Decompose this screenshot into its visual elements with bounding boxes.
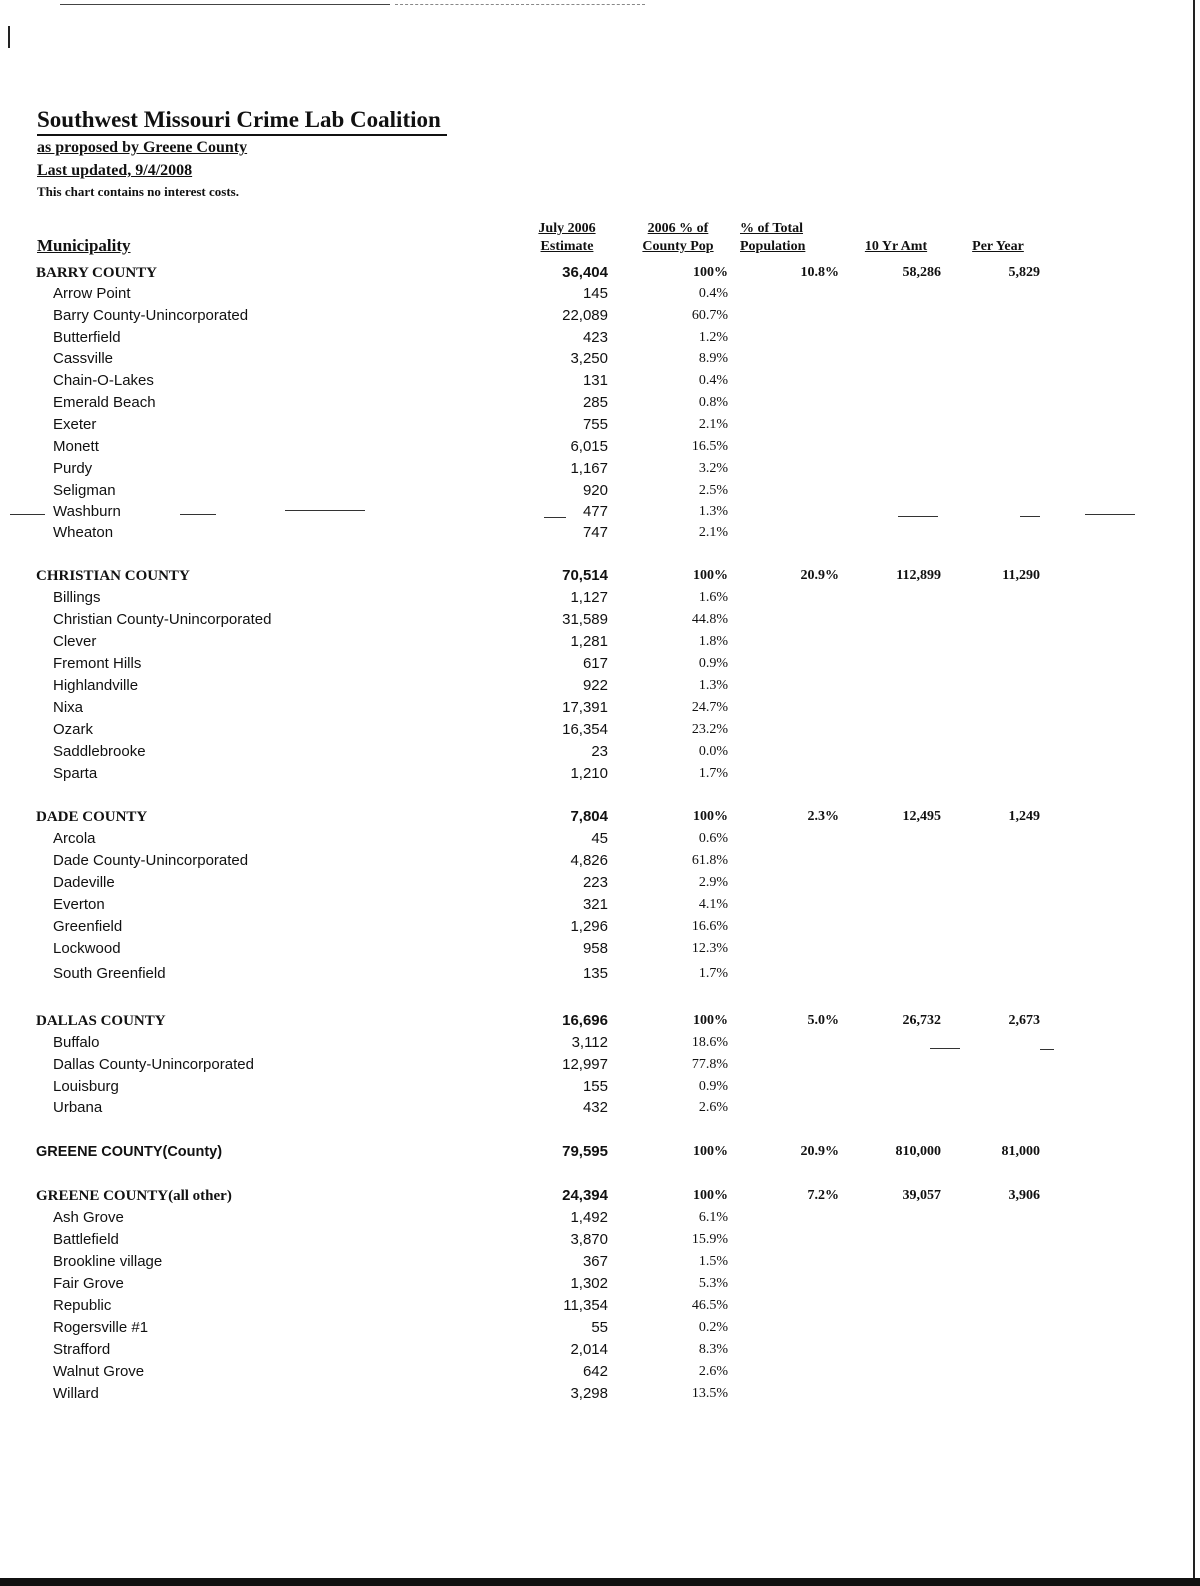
ten-year-amount-value: 12,495 [902,809,941,824]
county-pct-value: 2.1% [698,417,728,432]
estimate-value: 3,870 [570,1231,608,1248]
estimate-value: 155 [582,1078,608,1095]
county-pct-value: 100% [693,809,728,824]
municipality-name: CHRISTIAN COUNTY [36,568,190,584]
county-pct-value: 44.8% [691,612,728,627]
county-pct-value: 1.5% [698,1254,728,1269]
scan-artifact-line [60,4,390,5]
estimate-value: 16,354 [562,721,608,738]
municipality-name: Greenfield [53,918,123,935]
estimate-value: 223 [582,874,608,891]
table-row [0,631,1200,653]
per-year-value: 1,249 [1008,809,1040,824]
table-row [0,480,1200,502]
table-row [0,370,1200,392]
table-row [0,1097,1200,1119]
county-pct-value: 0.2% [698,1320,728,1335]
county-total-row [0,1185,1200,1207]
county-pct-value: 77.8% [691,1057,728,1072]
table-row [0,850,1200,872]
estimate-value: 3,112 [571,1034,608,1051]
county-pct-value: 100% [693,1013,728,1028]
estimate-value: 23 [591,743,608,760]
table-row [0,609,1200,631]
table-row [0,1251,1200,1273]
ten-year-amount-value: 810,000 [895,1144,941,1159]
county-pct-value: 1.3% [698,504,728,519]
county-pct-value: 0.0% [698,744,728,759]
municipality-name: GREENE COUNTY(County) [36,1144,223,1160]
estimate-value: 145 [582,285,608,302]
scan-artifact-line [1020,516,1040,517]
total-pct-value: 10.8% [800,265,839,280]
municipality-name: Arrow Point [53,285,131,302]
estimate-value: 7,804 [570,808,608,825]
per-year-value: 11,290 [1002,568,1040,583]
county-pct-column-header [625,220,731,256]
municipality-name: Chain-O-Lakes [53,372,154,389]
municipality-name: Wheaton [53,524,114,541]
county-pct-value: 12.3% [691,941,728,956]
estimate-header-line1: July 2006 [538,221,596,236]
county-pct-value: 2.6% [698,1100,728,1115]
scan-artifact-mark [8,26,10,48]
estimate-value: 642 [582,1363,608,1380]
ten-year-amount-value: 58,286 [902,265,941,280]
county-pct-value: 1.2% [698,330,728,345]
county-pct-value: 2.6% [698,1364,728,1379]
county-pct-value: 16.5% [691,439,728,454]
estimate-value: 31,589 [562,611,608,628]
total-pct-value: 2.3% [807,809,839,824]
estimate-value: 477 [582,503,608,520]
municipality-name: Saddlebrooke [53,743,146,760]
estimate-value: 22,089 [562,307,608,324]
county-pct-value: 15.9% [691,1232,728,1247]
estimate-column-header [520,220,614,256]
municipality-name: Christian County-Unincorporated [53,611,272,628]
municipality-name: Arcola [53,830,96,847]
estimate-header-line2: Estimate [540,239,594,254]
municipality-name: Battlefield [53,1231,119,1248]
table-row [0,348,1200,370]
per-year-column-header: Per Year [972,239,1024,254]
table-row [0,916,1200,938]
estimate-value: 131 [582,372,608,389]
scan-artifact-line [395,4,645,5]
per-year-value: 81,000 [1001,1144,1040,1159]
chart-note: This chart contains no interest costs. [37,184,239,199]
municipality-name: Everton [53,896,105,913]
municipality-name: Dade County-Unincorporated [53,852,249,869]
scan-artifact-line [1040,1049,1054,1050]
table-row [0,872,1200,894]
table-row [0,1207,1200,1229]
county-pct-value: 3.2% [698,461,728,476]
table-row [0,392,1200,414]
county-pct-value: 100% [693,568,728,583]
municipality-name: Emerald Beach [53,394,156,411]
county-pct-value: 0.9% [698,656,728,671]
total-pct-value: 7.2% [807,1188,839,1203]
county-pct-value: 4.1% [698,897,728,912]
municipality-name: Washburn [53,503,121,520]
scan-artifact-line [285,510,365,511]
county-pct-value: 61.8% [691,853,728,868]
county-pct-value: 100% [693,265,728,280]
county-pct-value: 24.7% [691,700,728,715]
table-row [0,894,1200,916]
estimate-value: 24,394 [562,1187,608,1204]
table-row [0,1361,1200,1383]
estimate-value: 1,167 [570,460,608,477]
scan-artifact-line [180,514,216,515]
table-row [0,305,1200,327]
estimate-value: 70,514 [562,567,608,584]
estimate-value: 1,281 [570,633,608,650]
estimate-value: 747 [582,524,608,541]
municipality-name: Monett [53,438,99,455]
estimate-value: 432 [582,1099,608,1116]
estimate-value: 1,296 [570,918,608,935]
scan-artifact-line [930,1048,960,1049]
estimate-value: 17,391 [562,699,608,716]
municipality-name: Strafford [53,1341,111,1358]
county-pct-value: 100% [693,1144,728,1159]
municipality-name: Butterfield [53,329,121,346]
total-pct-value: 20.9% [800,1144,839,1159]
estimate-value: 1,302 [570,1275,608,1292]
county-pct-header-line2: County Pop [642,239,714,254]
table-row [0,697,1200,719]
municipality-name: Seligman [53,482,116,499]
table-row [0,1339,1200,1361]
municipality-name: Nixa [53,699,84,716]
total-pct-column-header [740,220,836,256]
estimate-value: 1,210 [570,765,608,782]
document-header [37,106,447,202]
municipality-name: South Greenfield [53,965,166,982]
county-pct-value: 1.7% [698,966,728,981]
municipality-name: Dallas County-Unincorporated [53,1056,254,1073]
county-pct-value: 1.7% [698,766,728,781]
scan-artifact-line [544,517,566,518]
table-row [0,414,1200,436]
table-row [0,1032,1200,1054]
table-row [0,938,1200,960]
county-pct-value: 0.4% [698,373,728,388]
table-row [0,1273,1200,1295]
estimate-value: 16,696 [562,1012,608,1029]
table-row [0,283,1200,305]
table-row [0,1054,1200,1076]
ten-year-amount-value: 112,899 [896,568,941,583]
ten-year-amount-column-header: 10 Yr Amt [864,239,928,254]
county-pct-value: 1.3% [698,678,728,693]
municipality-name: Fremont Hills [53,655,142,672]
table-row [0,1383,1200,1405]
county-pct-value: 100% [693,1188,728,1203]
municipality-name: Sparta [53,765,98,782]
county-total-row [0,262,1200,284]
county-pct-value: 0.6% [698,831,728,846]
municipality-name: Billings [53,589,101,606]
scan-artifact-line [10,514,45,515]
county-total-row [0,1010,1200,1032]
table-row [0,963,1200,985]
estimate-value: 367 [582,1253,608,1270]
county-pct-value: 8.3% [698,1342,728,1357]
municipality-name: Willard [53,1385,99,1402]
total-pct-header-line1: % of Total [740,221,804,236]
county-pct-value: 16.6% [691,919,728,934]
table-row [0,501,1200,523]
scan-artifact-line [898,516,938,517]
municipality-name: Fair Grove [53,1275,124,1292]
table-row [0,675,1200,697]
table-row [0,587,1200,609]
municipality-name: Dadeville [53,874,115,891]
municipality-name: Clever [53,633,97,650]
table-row [0,763,1200,785]
municipality-name: Republic [53,1297,112,1314]
estimate-value: 6,015 [570,438,608,455]
county-pct-value: 2.1% [698,525,728,540]
estimate-value: 958 [582,940,608,957]
county-pct-value: 0.4% [698,286,728,301]
document-title: Southwest Missouri Crime Lab Coalition [37,106,447,136]
county-pct-value: 0.8% [698,395,728,410]
per-year-value: 5,829 [1008,265,1040,280]
per-year-value: 3,906 [1008,1188,1040,1203]
total-pct-value: 5.0% [807,1013,839,1028]
county-pct-value: 1.6% [698,590,728,605]
ten-year-amount-value: 39,057 [902,1188,941,1203]
estimate-value: 1,127 [570,589,608,606]
municipality-name: Walnut Grove [53,1363,145,1380]
municipality-name: Ash Grove [53,1209,124,1226]
page-bottom-edge [0,1578,1200,1586]
ten-year-amount-value: 26,732 [902,1013,941,1028]
table-row [0,458,1200,480]
table-row [0,741,1200,763]
county-pct-value: 13.5% [691,1386,728,1401]
county-pct-value: 0.9% [698,1079,728,1094]
municipality-name: Cassville [53,350,114,367]
estimate-value: 617 [582,655,608,672]
county-pct-value: 6.1% [698,1210,728,1225]
total-pct-value: 20.9% [800,568,839,583]
municipality-name: DALLAS COUNTY [36,1013,166,1029]
table-row [0,828,1200,850]
estimate-value: 321 [582,896,608,913]
county-pct-value: 5.3% [698,1276,728,1291]
county-pct-value: 2.9% [698,875,728,890]
table-row [0,1229,1200,1251]
municipality-name: BARRY COUNTY [36,265,158,281]
estimate-value: 4,826 [570,852,608,869]
municipality-name: Purdy [53,460,93,477]
municipality-name: Barry County-Unincorporated [53,307,249,324]
table-row [0,719,1200,741]
municipality-name: DADE COUNTY [36,809,148,825]
municipality-name: GREENE COUNTY(all other) [36,1188,232,1204]
estimate-value: 45 [591,830,608,847]
municipality-name: Ozark [53,721,94,738]
county-pct-value: 60.7% [691,308,728,323]
county-pct-value: 2.5% [698,483,728,498]
last-updated: Last updated, 9/4/2008 [37,162,193,179]
municipality-column-header: Municipality [37,236,131,255]
document-subtitle: as proposed by Greene County [37,139,248,156]
table-row [0,327,1200,349]
municipality-name: Brookline village [53,1253,163,1270]
municipality-name: Louisburg [53,1078,119,1095]
table-row [0,522,1200,544]
table-row [0,1295,1200,1317]
estimate-value: 1,492 [570,1209,608,1226]
estimate-value: 423 [582,329,608,346]
table-row [0,1317,1200,1339]
total-pct-header-line2: Population [740,239,806,254]
county-pct-value: 18.6% [691,1035,728,1050]
county-pct-value: 8.9% [698,351,728,366]
estimate-value: 36,404 [562,264,608,281]
scan-artifact-line [1085,514,1135,515]
estimate-value: 2,014 [570,1341,608,1358]
municipality-name: Rogersville #1 [53,1319,149,1336]
estimate-value: 3,250 [570,350,608,367]
county-pct-value: 23.2% [691,722,728,737]
table-row [0,1076,1200,1098]
per-year-value: 2,673 [1008,1013,1040,1028]
estimate-value: 11,354 [563,1297,608,1314]
table-row [0,436,1200,458]
municipality-name: Highlandville [53,677,139,694]
county-pct-header-line1: 2006 % of [647,221,709,236]
estimate-value: 755 [582,416,608,433]
table-row [0,653,1200,675]
municipality-name: Urbana [53,1099,103,1116]
estimate-value: 285 [582,394,608,411]
county-total-row [0,806,1200,828]
county-total-row [0,1141,1200,1163]
estimate-value: 79,595 [562,1143,608,1160]
estimate-value: 135 [582,965,608,982]
county-pct-value: 46.5% [691,1298,728,1313]
county-total-row [0,565,1200,587]
estimate-value: 3,298 [570,1385,608,1402]
municipality-name: Exeter [53,416,97,433]
estimate-value: 12,997 [562,1056,608,1073]
estimate-value: 55 [591,1319,608,1336]
estimate-value: 920 [582,482,608,499]
municipality-name: Buffalo [53,1034,100,1051]
county-pct-value: 1.8% [698,634,728,649]
estimate-value: 922 [582,677,608,694]
municipality-name: Lockwood [53,940,121,957]
